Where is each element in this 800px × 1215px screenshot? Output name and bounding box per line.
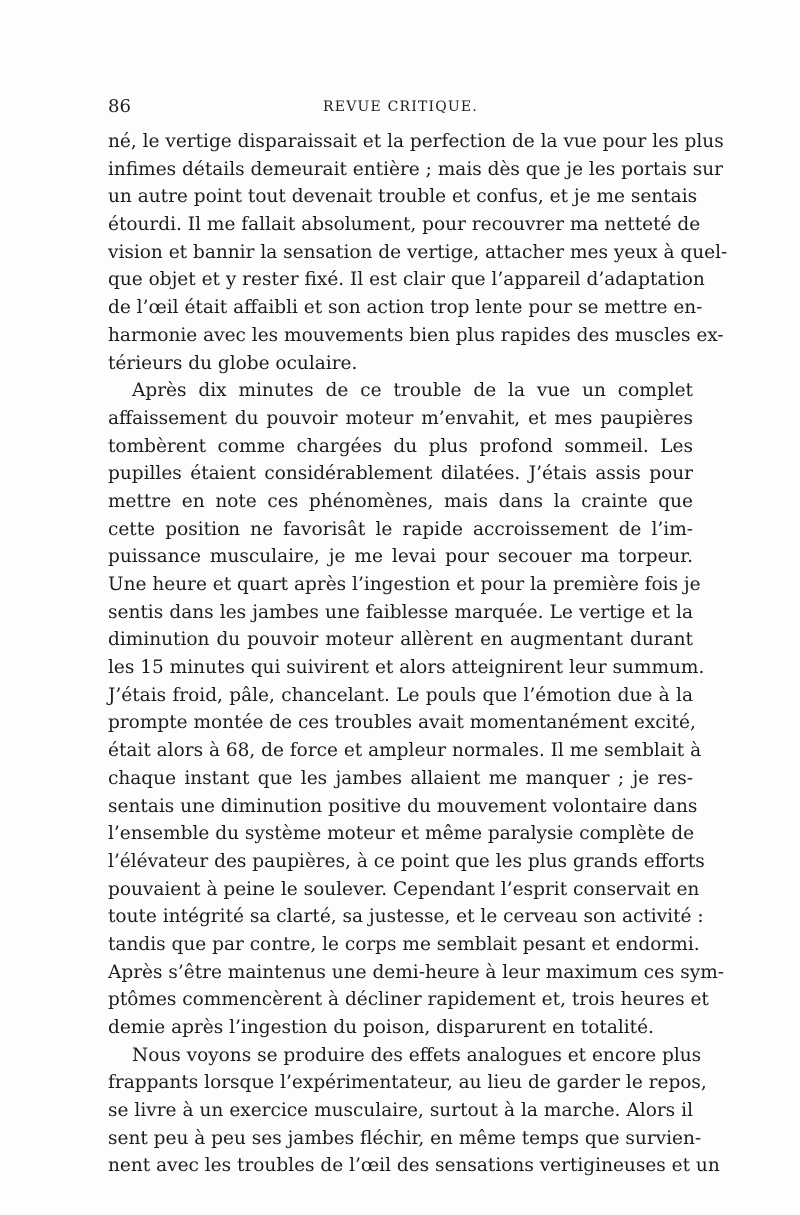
text-line: Nous voyons se produire des effets analogues et encore plus (132, 1044, 702, 1066)
text-line: était alors à 68, de force et ampleur normales. Il me semblait à (108, 740, 702, 762)
text-line: Après dix minutes de ce trouble de la vue un complet (132, 380, 693, 402)
text-line: que objet et y rester fixé. Il est clair que l’appareil d’adaptation (108, 269, 705, 291)
text-line: mettre en note ces phénomènes, mais dans la crainte que (108, 490, 693, 512)
text-line: Une heure et quart après l’ingestion et pour la première fois je (108, 574, 701, 595)
text-line: puissance musculaire, je me levai pour secouer ma torpeur. (108, 546, 693, 568)
text-line: se livre à un exercice musculaire, surtout à la marche. Alors il (108, 1100, 693, 1122)
text-line: de l’œil était affaibli et son action trop lente pour se mettre en- (108, 297, 703, 319)
text-line: étourdi. Il me fallait absolument, pour recouvrer ma netteté de (108, 214, 701, 236)
text-line: Après s’être maintenus une demi-heure à leur maximum ces sym- (108, 961, 725, 983)
text-line: chaque instant que les jambes allaient me manquer ; je res- (108, 767, 693, 789)
text-line: J’étais froid, pâle, chancelant. Le pouls que l’émotion due à la (108, 684, 693, 706)
text-line: sentis dans les jambes une faiblesse marquée. Le vertige et la (108, 601, 693, 623)
text-line: un autre point tout devenait trouble et confus, et je me sentais (108, 186, 698, 208)
text-line: vision et bannir la sensation de vertige, attacher mes yeux à quel- (108, 241, 728, 263)
running-head (108, 92, 693, 126)
text-line: pouvaient à peine le soulever. Cependant l’esprit conservait en (108, 878, 700, 900)
text-line: sent peu à peu ses jambes fléchir, en même temps que survien- (108, 1127, 702, 1149)
text-line: infimes détails demeurait entière ; mais dès que je les portais sur (108, 158, 723, 180)
text-line: cette position ne favorisât le rapide accroissement de l’im- (108, 518, 693, 540)
text-line: tombèrent comme chargées du plus profond sommeil. Les (108, 435, 693, 457)
text-line: prompte montée de ces troubles avait momentanément excité, (108, 712, 696, 734)
text-line: nent avec les troubles de l’œil des sensations vertigineuses et un (108, 1155, 720, 1177)
text-line: térieurs du globe oculaire. (108, 352, 358, 374)
text-line: affaissement du pouvoir moteur m’envahit, et mes paupières (108, 407, 693, 429)
paragraph (108, 1042, 720, 1180)
text-line: l’élévateur des paupières, à ce point que les plus grands efforts (108, 850, 705, 872)
text-line: l’ensemble du système moteur et même paralysie complète de (108, 823, 695, 845)
text-line: frappants lorsque l’expérimentateur, au lieu de garder le repos, (108, 1072, 707, 1094)
text-line: ptômes commencèrent à décliner rapidement et, trois heures et (108, 989, 709, 1011)
body-text (108, 128, 728, 1180)
text-line: demie après l’ingestion du poison, disparurent en totalité. (108, 1017, 654, 1038)
paragraph (108, 377, 725, 1042)
text-line: les 15 minutes qui suivirent et alors atteignirent leur summum. (108, 657, 705, 679)
text-line: sentais une diminution positive du mouvement volontaire dans (108, 795, 698, 817)
text-line: toute intégrité sa clarté, sa justesse, et le cerveau son activité : (108, 906, 704, 928)
paragraph (108, 128, 728, 377)
page-number: 86 (108, 96, 131, 117)
text-line: né, le vertige disparaissait et la perfection de la vue pour les plus (108, 131, 724, 152)
text-line: pupilles étaient considérablement dilatées. J’étais assis pour (108, 463, 693, 485)
text-line: tandis que par contre, le corps me semblait pesant et endormi. (108, 933, 700, 955)
text-line: harmonie avec les mouvements bien plus rapides des muscles ex- (108, 324, 724, 346)
text-line: diminution du pouvoir moteur allèrent en augmentant durant (108, 629, 693, 651)
text-block (108, 92, 728, 1180)
running-title: REVUE CRITIQUE. (323, 99, 478, 115)
